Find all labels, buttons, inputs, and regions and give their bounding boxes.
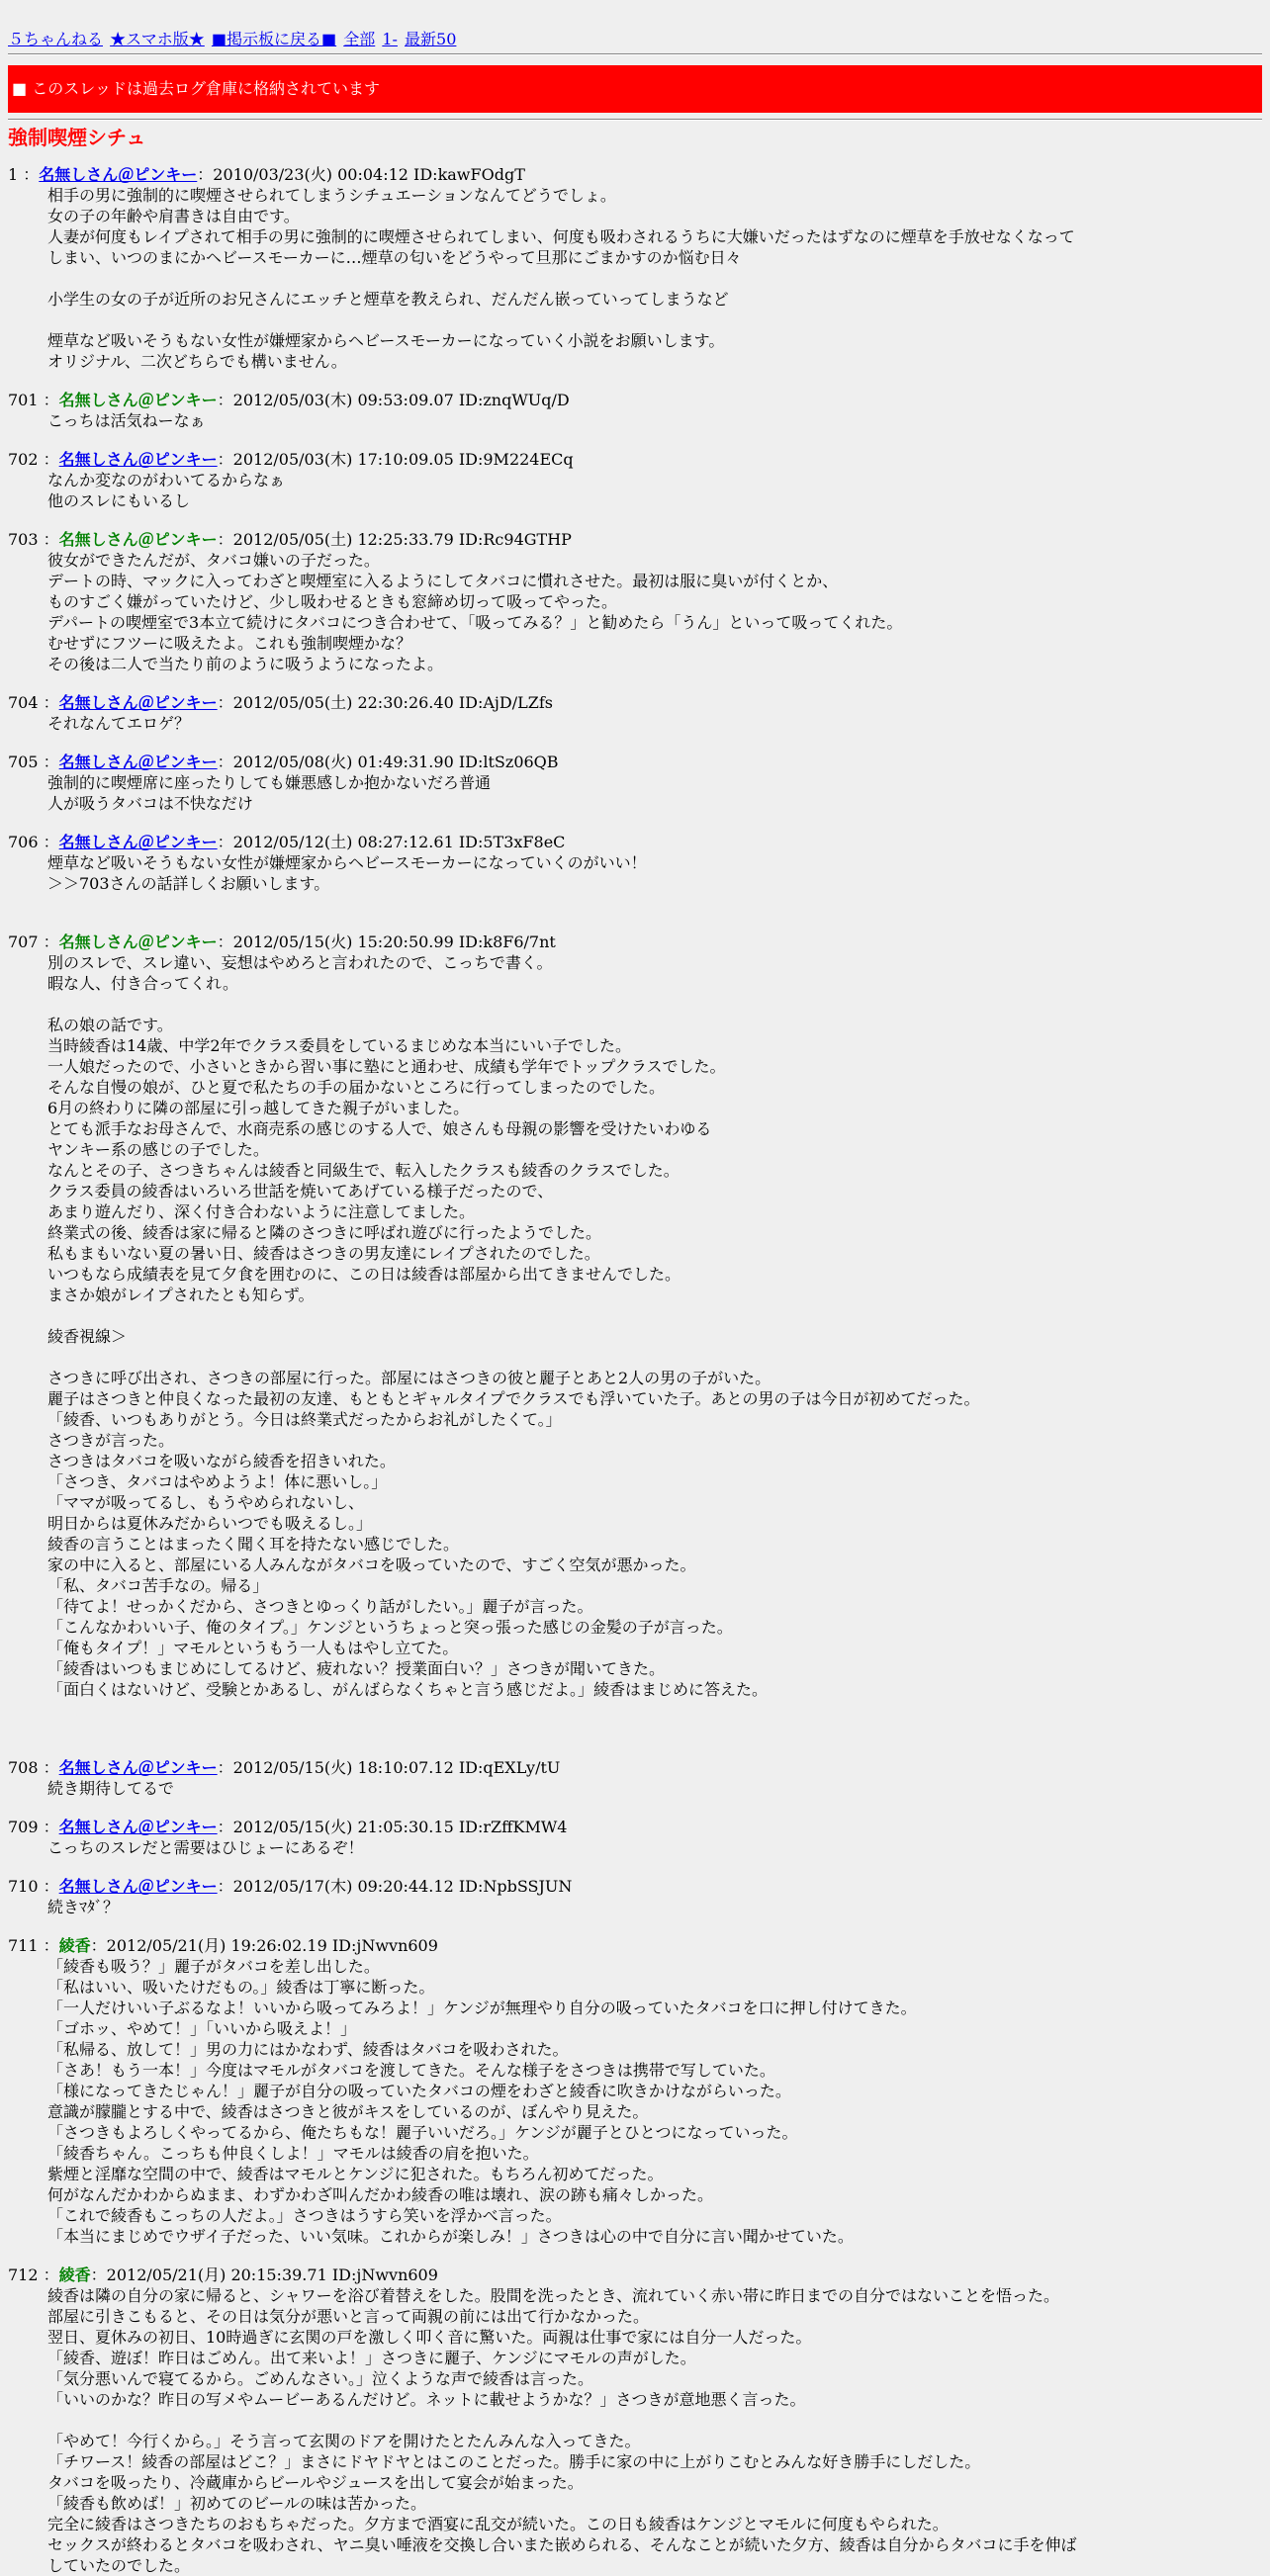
post-meta: ：2012/05/12(土) 08:27:12.61 ID:5T3xF8eC: [217, 833, 566, 851]
poster-name[interactable]: 名無しさん＠ピンキー: [58, 1877, 218, 1896]
post-number: 709: [8, 1818, 39, 1836]
post-header: [8, 2265, 1262, 2285]
post: [8, 164, 1262, 372]
poster-name: 名無しさん＠ピンキー: [58, 530, 218, 549]
post-meta: ：2012/05/15(火) 21:05:30.15 ID:rZffKMW4: [217, 1818, 568, 1836]
post-separator: ：: [38, 530, 59, 549]
poster-name[interactable]: 名無しさん＠ピンキー: [58, 833, 218, 851]
post-number: 705: [8, 753, 39, 771]
poster-name: 綾香: [58, 2265, 91, 2284]
nav-link-back-to-board[interactable]: ■掲示板に戻る■: [211, 30, 337, 48]
post-header: [8, 1817, 1262, 1837]
post-header: [8, 752, 1262, 772]
post-separator: ：: [38, 1877, 59, 1896]
post-list: [8, 164, 1262, 2576]
post-number: 711: [8, 1936, 39, 1955]
nav-link-first[interactable]: 1-: [382, 30, 398, 48]
post: [8, 390, 1262, 431]
post-meta: ：2012/05/03(木) 17:10:09.05 ID:9M224ECq: [217, 450, 574, 469]
post-meta: ：2012/05/05(土) 12:25:33.79 ID:Rc94GTHP: [217, 530, 572, 549]
post: [8, 1935, 1262, 2247]
post: [8, 2265, 1262, 2576]
post-meta: ：2012/05/03(木) 09:53:09.07 ID:znqWUq/D: [217, 391, 570, 409]
poster-name: 綾香: [58, 1936, 91, 1955]
post-header: [8, 529, 1262, 550]
post: [8, 752, 1262, 814]
post-separator: ：: [18, 165, 40, 184]
post-number: 702: [8, 450, 39, 469]
post-header: [8, 390, 1262, 410]
post-separator: ：: [38, 753, 59, 771]
nav-link-latest50[interactable]: 最新50: [405, 30, 457, 48]
divider: [8, 53, 1262, 55]
nav-link-smartphone[interactable]: ★スマホ版★: [110, 30, 205, 48]
top-nav: [8, 30, 1262, 49]
post-separator: ：: [38, 1818, 59, 1836]
post-separator: ：: [38, 933, 59, 951]
poster-name: 名無しさん＠ピンキー: [58, 391, 218, 409]
post-header: [8, 1757, 1262, 1778]
post-number: 712: [8, 2265, 39, 2284]
poster-name[interactable]: 名無しさん＠ピンキー: [39, 165, 198, 184]
post-separator: ：: [38, 391, 59, 409]
post-meta: ：2012/05/15(火) 18:10:07.12 ID:qEXLy/tU: [217, 1758, 561, 1777]
post: [8, 1876, 1262, 1917]
post-number: 710: [8, 1877, 39, 1896]
post-header: [8, 164, 1262, 185]
post-meta: ：2012/05/15(火) 15:20:50.99 ID:k8F6/7nt: [217, 933, 556, 951]
post-meta: ：2012/05/21(月) 19:26:02.19 ID:jNwvn609: [90, 1936, 438, 1955]
poster-name[interactable]: 名無しさん＠ピンキー: [58, 1818, 218, 1836]
post-number: 704: [8, 693, 39, 712]
poster-name[interactable]: 名無しさん＠ピンキー: [58, 1758, 218, 1777]
post-body: 別のスレで、スレ違い、妄想はやめろと言われたので、こっちで書く。 暇な人、付き合ってくれ。 私の娘の話です。 当時綾香は14歳、中学2年でクラス委員をしているまじめな本当にいい子でした。 一人娘だったので、小さいときから習い事に塾にと通わせ、成績も学年でトップクラスでした。 そんな自慢の娘が、ひと夏で私たちの手の届かないところに行ってしまったのでした。 6月の終わりに隣の部屋に引っ越してきた親子がいました。 とても派手なお母さんで、水商売系の感じのする人で、娘さんも母親の影響を受けたいわゆる ヤンキー系の感じの子でした。 なんとその子、さつきちゃんは綾香と同級生で、転入したクラスも綾香のクラスでした。 クラス委員の綾香はいろいろ世話を焼いてあげている様子だったので、 あまり遊んだり、深く付き合わないように注意してました。 終業式の後、綾香は家に帰ると隣のさつきに呼ばれ遊びに行ったようでした。 私もまもいない夏の暑い日、綾香はさつきの男友達にレイプされたのでした。 いつもなら成績表を見て夕食を囲むのに、この日は綾香は部屋から出てきませんでした。 まさか娘がレイプされたとも知らず。 綾香視線＞ さつきに呼び出され、さつきの部屋に行った。部屋にはさつきの彼と麗子とあと2人の男の子がいた。 麗子はさつきと仲良くなった最初の友達、もともとギャルタイプでクラスでも浮いていた子。あとの男の子は今日が初めてだった。 「綾香、いつもありがとう。今日は終業式だったからお礼がしたくて。」 さつきが言った。 さつきはタバコを吸いながら綾香を招きいれた。 「さつき、タバコはやめようよ！体に悪いし。」 「ママが吸ってるし、もうやめられないし、 明日からは夏休みだからいつでも吸えるし。」 綾香の言うことはまったく聞く耳を持たない感じでした。 家の中に入ると、部屋にいる人みんながタバコを吸っていたので、すごく空気が悪かった。 「私、タバコ苦手なの。帰る」 「待てよ！せっかくだから、さつきとゆっくり話がしたい。」麗子が言った。 「こんなかわいい子、俺のタイプ。」ケンジというちょっと突っ張った感じの金髪の子が言った。 「俺もタイプ！」マモルというもう一人もはやし立てた。 「綾香はいつもまじめにしてるけど、疲れない？授業面白い？」さつきが聞いてきた。 「面白くはないけど、受験とかあるし、がんばらなくちゃと言う感じだよ。」綾香はまじめに答えた。: [47, 953, 980, 1699]
post-body: 煙草など吸いそうもない女性が嫌煙家からヘビースモーカーになっていくのがいい！ ＞＞703さんの話詳しくお願いします。: [47, 853, 647, 893]
post-body: それなんてエロゲ？: [47, 714, 191, 733]
post-separator: ：: [38, 1758, 59, 1777]
post-header: [8, 832, 1262, 852]
post-number: 701: [8, 391, 39, 409]
post-separator: ：: [38, 833, 59, 851]
post-number: 703: [8, 530, 39, 549]
post-number: 1: [8, 165, 19, 184]
poster-name[interactable]: 名無しさん＠ピンキー: [58, 693, 218, 712]
post-header: [8, 1935, 1262, 1956]
post-body: 強制的に喫煙席に座ったりしても嫌悪感しか抱かないだろ普通 人が吸うタバコは不快なだけ: [47, 773, 492, 813]
post-header: [8, 692, 1262, 713]
post-header: [8, 1876, 1262, 1897]
post-meta: ：2012/05/21(月) 20:15:39.71 ID:jNwvn609: [90, 2265, 438, 2284]
post-number: 707: [8, 933, 39, 951]
post-meta: ：2012/05/05(土) 22:30:26.40 ID:AjD/LZfs: [217, 693, 553, 712]
post: [8, 832, 1262, 894]
post-meta: ：2012/05/08(火) 01:49:31.90 ID:ltSz06QB: [217, 753, 559, 771]
post-meta: ：2012/05/17(木) 09:20:44.12 ID:NpbSSJUN: [217, 1877, 573, 1896]
post-body: 「綾香も吸う？」麗子がタバコを差し出した。 「私はいい、吸いたけだもの。」綾香は丁寧に断った。 「一人だけいい子ぶるなよ！いいから吸ってみろよ！」ケンジが無理やり自分の吸っていたタバコを口に押し付けてきた。 「ゴホッ、やめて！」「いいから吸えよ！」 「私帰る、放して！」男の力にはかなわず、綾香はタバコを吸わされた。 「さあ！もう一本！」今度はマモルがタバコを渡してきた。そんな様子をさつきは携帯で写していた。 「様になってきたじゃん！」麗子が自分の吸っていたタバコの煙をわざと綾香に吹きかけながらいった。 意識が朦朧とする中で、綾香はさつきと彼がキスをしているのが、ぼんやり見えた。 「さつきもよろしくやってるから、俺たちもな！麗子いいだろ。」ケンジが麗子とひとつになっていった。 「綾香ちゃん。こっちも仲良くしよ！」マモルは綾香の肩を抱いた。 紫煙と淫靡な空間の中で、綾香はマモルとケンジに犯された。もちろん初めてだった。 何がなんだかわからぬまま、わずかわざ叫んだかわ綾香の唯は壊れ、涙の跡も痛々しかった。 「これで綾香もこっちの人だよ。」さつきはうすら笑いを浮かべ言った。 「本当にまじめでウザイ子だった、いい気味。これからが楽しみ！」さつきは心の中で自分に言い聞かせていた。: [47, 1957, 917, 2246]
post: [8, 692, 1262, 734]
post-separator: ：: [38, 1936, 59, 1955]
post-body: 続きﾏﾀﾞ？: [47, 1898, 120, 1916]
post-body: 続き期待してるで: [47, 1779, 174, 1798]
post-separator: ：: [38, 450, 59, 469]
post-body: こっちのスレだと需要はひじょーにあるぞ！: [47, 1838, 364, 1857]
poster-name: 名無しさん＠ピンキー: [58, 933, 218, 951]
post-body: なんか変なのがわいてるからなぁ 他のスレにもいるし: [47, 471, 286, 510]
post: [8, 1757, 1262, 1799]
post-separator: ：: [38, 2265, 59, 2284]
post-number: 706: [8, 833, 39, 851]
post: [8, 932, 1262, 1700]
post: [8, 449, 1262, 511]
archive-banner: ■ このスレッドは過去ログ倉庫に格納されています: [8, 65, 1262, 113]
post: [8, 529, 1262, 674]
post-header: [8, 932, 1262, 952]
poster-name[interactable]: 名無しさん＠ピンキー: [58, 450, 218, 469]
thread-title: 強制喫煙シチュ: [8, 126, 146, 149]
poster-name[interactable]: 名無しさん＠ピンキー: [58, 753, 218, 771]
post-separator: ：: [38, 693, 59, 712]
nav-link-all[interactable]: 全部: [343, 30, 376, 48]
post-header: [8, 449, 1262, 470]
post-meta: ：2010/03/23(火) 00:04:12 ID:kawFOdgT: [197, 165, 525, 184]
post: [8, 1817, 1262, 1858]
post-body: 相手の男に強制的に喫煙させられてしまうシチュエーションなんてどうでしょ。 女の子の年齢や肩書きは自由です。 人妻が何度もレイプされて相手の男に強制的に喫煙させられてしまい、何度も吸わされるうちに大嫌いだったはずなのに煙草を手放せなくなって しまい、いつのまにかヘビースモーカーに…煙草の匂いをどうやって旦那にごまかすのか悩む日々 小学生の女の子が近所のお兄さんにエッチと煙草を教えられ、だんだん嵌っていってしまうなど 煙草など吸いそうもない女性が嫌煙家からヘビースモーカーになっていく小説をお願いします。 オリジナル、二次どちらでも構いません。: [47, 186, 1075, 371]
divider: [8, 119, 1262, 121]
post-body: こっちは活気ねーなぁ: [47, 411, 206, 430]
post-number: 708: [8, 1758, 39, 1777]
nav-link-5ch[interactable]: ５ちゃんねる: [8, 30, 104, 48]
post-body: 綾香は隣の自分の家に帰ると、シャワーを浴び着替えをした。股間を洗ったとき、流れていく赤い帯に昨日までの自分ではないことを悟った。 部屋に引きこもると、その日は気分が悪いと言って両親の前には出て行かなかった。 翌日、夏休みの初日、10時過ぎに玄関の戸を激しく叩く音に驚いた。両親は仕事で家には自分一人だった。 「綾香、遊ぼ！昨日はごめん。出て来いよ！」さつきに麗子、ケンジにマモルの声がした。 「気分悪いんで寝てるから。ごめんなさい。」泣くような声で綾香は言った。 「いいのかな？昨日の写メやムービーあるんだけど。ネットに載せようかな？」さつきが意地悪く言った。 「やめて！今行くから。」そう言って玄関のドアを開けたとたんみんな入ってきた。 「チワース！綾香の部屋はどこ？」まさにドヤドヤとはこのことだった。勝手に家の中に上がりこむとみんな好き勝手にしだした。 タバコを吸ったり、冷蔵庫からビールやジュースを出して宴会が始まった。 「綾香も飲めば！」初めてのビールの味は苦かった。 完全に綾香はさつきたちのおもちゃだった。夕方まで酒宴に乱交が続いた。この日も綾香はケンジとマモルに何度もやられた。 セックスが終わるとタバコを吸わされ、ヤニ臭い唾液を交換し合いまた嵌められる、そんなことが続いた夕方、綾香は自分からタバコに手を伸ば していたのでした。: [47, 2286, 1077, 2575]
post-body: 彼女ができたんだが、タバコ嫌いの子だった。 デートの時、マックに入ってわざと喫煙室に入るようにしてタバコに慣れさせた。最初は服に臭いが付くとか、 ものすごく嫌がっていたけど、少し吸わせるときも窓締め切って吸ってやった。 デパートの喫煙室で3本立て続けにタバコにつき合わせて、「吸ってみる？」と勧めたら「うん」といって吸ってくれた。 むせずにフツーに吸えたよ。これも強制喫煙かな？ その後は二人で当たり前のように吸うようになったよ。: [47, 551, 903, 673]
